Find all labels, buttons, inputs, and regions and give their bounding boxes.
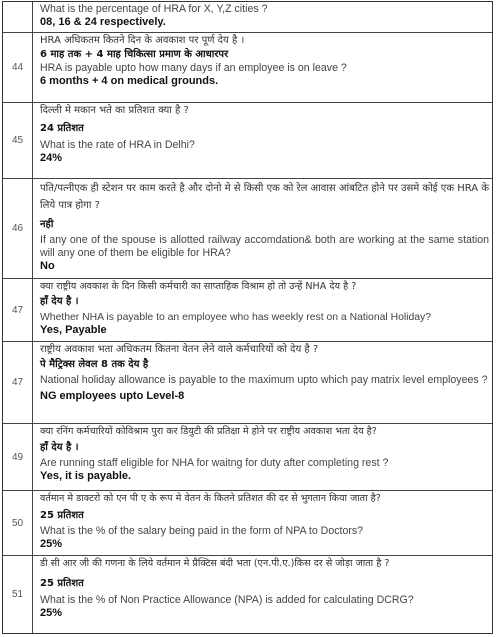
row-number: 47 [3,342,33,423]
row-number [3,2,33,32]
answer-hindi: हाँ देय है । [40,442,79,453]
row-number: 44 [3,33,33,102]
answer-english: 08, 16 & 24 respectively. [40,16,166,28]
qa-row [3,556,492,633]
answer-hindi: 25 प्रतिशत [40,578,84,589]
answer-hindi: 25 प्रतिशत [40,510,84,521]
answer-english: No [40,260,55,272]
row-content [40,280,489,337]
row-content [40,34,489,88]
question-hindi: राष्ट्रीय अवकाश भता अधिकतम कितना वेतन लेने वाले कर्मचारियों को देय है ? [40,344,319,355]
row-number: 50 [3,491,33,555]
row-content [40,425,489,483]
question-english: Are running staff eligible for NHA for waitng for duty after completing rest ? [40,457,389,469]
answer-english: 24% [40,152,63,164]
qa-row [3,179,492,279]
answer-hindi: 24 प्रतिशत [40,123,84,134]
row-content [40,343,489,403]
row-number: 46 [3,179,33,278]
question-hindi: क्या राष्ट्रीय अवकाश के दिन किसी कर्मचारी का साप्ताहिक विश्राम हो तो उन्हें NHA देय है ? [40,281,357,292]
row-number: 51 [3,556,33,633]
row-content [40,557,489,620]
answer-english: Yes, it is payable. [40,470,132,482]
question-english: HRA is payable upto how many days if an employee is on leave ? [40,62,347,74]
qa-row [3,424,492,491]
row-content [40,3,489,29]
qa-row [3,103,492,179]
answer-hindi: हाँ देय है । [40,296,79,307]
question-english: What is the % of Non Practice Allowance (NPA) is added for calculating DCRG? [40,594,414,606]
qa-table [2,1,493,634]
qa-row [3,279,492,342]
row-content [40,104,489,165]
question-hindi: HRA अधिकतम कितने दिन के अवकाश पर पूर्ण देय है । [40,35,245,46]
question-hindi: दिल्ली मे मकान भते का प्रतिशत क्या है ? [40,105,189,116]
qa-row [3,342,492,424]
answer-hindi: 6 माह तक + 4 माह चिकित्सा प्रमाण के आधारपर [40,49,229,60]
question-english: If any one of the spouse is allotted railway accomdation& both are working at the same station will any one of them be eligible for HRA? [40,234,489,259]
answer-english: 25% [40,607,63,619]
question-english: What is the percentage of HRA for X, Y,Z cities ? [40,3,268,15]
answer-english: 6 months + 4 on medical grounds. [40,75,219,87]
answer-english: 25% [40,538,63,550]
row-number: 47 [3,279,33,341]
question-hindi: वर्तमान मे डाक्टरो को एन पी ए के रूप मे वेतन के कितने प्रतिशत की दर से भुगतान किया जाता है? [40,493,381,504]
question-hindi: क्या रनिंग कर्मचारियों कोविश्राम पुरा कर डियुटी की प्रतिक्षा मे होने पर राष्ट्रीय अवकाश भता देय है? [40,426,377,437]
row-number: 45 [3,103,33,178]
question-hindi: डी सी आर जी की गणना के लिये वर्तमान मे प्रैक्टिस बंदी भता (एन.पी.ए.)किस दर से जोड़ा जाता है ? [40,558,390,569]
qa-row [3,491,492,556]
row-content [40,492,489,551]
question-english: What is the rate of HRA in Delhi? [40,139,195,151]
row-number: 49 [3,424,33,490]
question-hindi: पति/पत्नीएक ही स्टेशन पर काम करते है और दोनो मे से किसी एक को रेल आवास आंबटित होने पर उसमे कोई एक HRA के लिये पात्र होगा ? [40,183,489,211]
row-content [40,180,489,273]
answer-hindi: नही [40,219,54,230]
answer-english: Yes, Payable [40,324,107,336]
qa-row [3,2,492,33]
answer-hindi: पे मैट्रिक्स लेवल 8 तक देय है [40,359,149,370]
question-english: National holiday allowance is payable to the maximum upto which pay matrix level employees ? [40,374,488,386]
qa-row [3,33,492,103]
answer-english: NG employees upto Level-8 [40,390,185,402]
question-english: Whether NHA is payable to an employee who has weekly rest on a National Holiday? [40,312,432,323]
question-english: What is the % of the salary being paid in the form of NPA to Doctors? [40,525,364,537]
